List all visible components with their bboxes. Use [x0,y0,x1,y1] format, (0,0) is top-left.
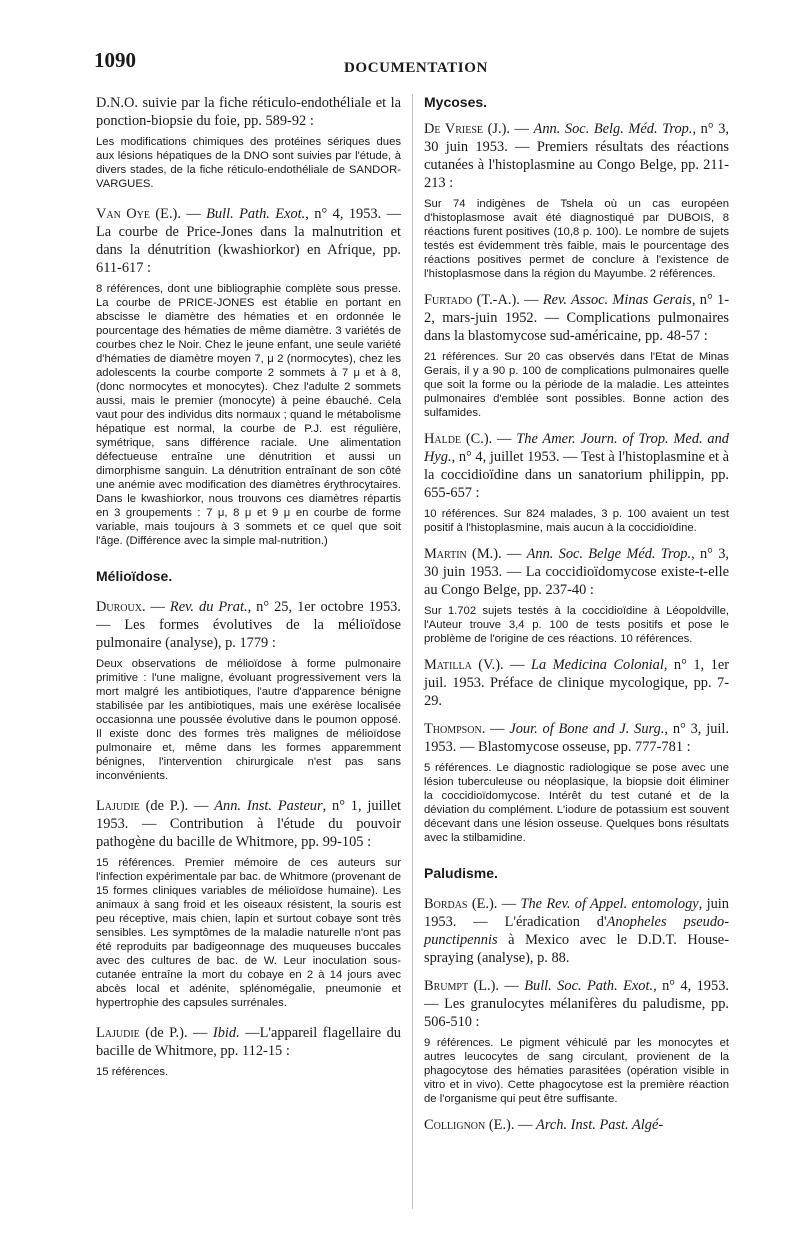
bibliography-entry [424,291,729,420]
bibliography-entry [424,977,729,1106]
entry-journal: The Amer. Journ. of Trop. Med. and Hyg. [424,431,730,465]
entry-author-initials: (E.). — [485,1117,537,1133]
entry-summary: Deux observations de mélioïdose à forme pulmonaire primitive : l'une maligne, évoluant progressivement vers la mort malgré les antibiotiques, l'autre d'apparence bénigne stabilisée par les antibiotiques, mais une exérèse localisée occasionna une poussée évolutive dans le poumon opposé. Il existe donc des formes très malignes de mélioïdose pulmonaire et, même dans les formes apparemment bénignes, l'intervention chirurgicale n'est pas sans inconvénients. [96,658,401,782]
entry-author-initials: (E.). — [467,896,521,912]
entry-citation [424,895,729,967]
entry-citation [424,545,729,599]
bibliography-entry [424,895,729,967]
entry-author-initials: (T.-A.). — [472,292,543,308]
entry-details: , n° 4, juillet 1953. — Test à l'histoplasmine et à la coccidioïdine dans un sanatorium philippin, pp. 655-657 : [424,449,729,501]
bibliography-entry [424,120,729,281]
entry-details: , n° 1-2, mars-juin 1952. — Complications pulmonaires dans la blastomycose sud-américaine, pp. 48-57 : [424,292,730,344]
entry-journal: Arch. Inst. Past. Algé- [536,1117,664,1133]
page-header [94,48,710,78]
entry-details: , n° 3, 30 juin 1953. — Premiers résultats des réactions cutanées à l'histoplasmine au Congo Belge, pp. 211-213 : [424,121,729,191]
entry-details: , juin 1953. — L'éradication d' [424,896,729,930]
entry-author: De Vriese [424,121,483,137]
bibliography-entry [96,205,401,548]
entry-author: Halde [424,431,462,447]
entry-citation [424,1116,729,1134]
entry-details: , n° 4, 1953. — La courbe de Price-Jones dans la malnutrition et dans la dénutrition (kwashiorkor) en Afrique, pp. 611-617 : [96,206,401,276]
entry-details: , n° 25, 1er octobre 1953. — Les formes évolutives de la mélioïdose pulmonaire (analyse), p. 1779 : [96,599,401,651]
entry-citation [424,291,729,345]
entry-summary: 8 références, dont une bibliographie complète sous presse. La courbe de PRICE-JONES est établie en portant en abscisse le diamètre des hématies et en ordonnée le pourcentage des hématies de même diamètre. 3 variétés de courbes chez le Noir. Chez le jeune enfant, une seule variété d'hématies de diamètre moyen 7, μ 2 (normocytes), chez les adolescents la courbe comporte 2 sommets à 7 μ et à 8, (donc normocytes et monocytes). Chez l'adulte 2 sommets aussi, mais le premier (monocyte) à peine ébauché. Cela vaut pour des individus dits normaux ; quand le métabolisme hépatique est normal, la courbe de P.J. est régulière, symétrique, sans différence raciale. Une alimentation défectueuse entraîne une dénutrition et aussi un dimorphisme sanguin. La dénutrition entraînant de son côté une anémie avec modification des diamètres érythrocytaires. Dans le kwashiorkor, nous trouvons ces diamètres répartis en 3 groupements : 7 μ, 8 μ et 9 μ en courbe de forme variable, mais toujours à 3 sommets et ce quel que soit l'âge. (Différence avec la simple mal-nutrition.) [96,283,401,547]
entry-summary: 5 références. Le diagnostic radiologique se pose avec une lésion tuberculeuse ou néoplasique, la biopsie doit éliminer la coccidioïdomycose. Intérêt du test cutané et de la déviation du complément. L'iodure de potassium est souvent décevant dans une lésion osseuse. Quelques bons résultats avec la stilbamidine. [424,762,729,844]
entry-author-initials: (de P.). — [139,1025,213,1041]
entry-details: , n° 1, juillet 1953. — Contribution à l'étude du pouvoir pathogène du bacille de Whitmore, pp. 99-105 : [96,798,401,850]
running-title: DOCUMENTATION [344,60,488,76]
entry-author-initials: (M.). — [466,546,527,562]
bibliography-entry [424,545,729,646]
entry-citation: Van Oye (E.). — Bull. Path. Exot., n° 4, 1953. — La courbe de Price-Jones dans la malnutrition et dans la dénutrition (kwashiorkor) en Afrique, pp. 611-617 : [96,206,401,276]
column-separator [412,94,413,1209]
entry-summary: 10 références. Sur 824 malades, 3 p. 100 avaient un test positif à l'histoplasmine, mais aucun à la coccidioïdine. [424,508,729,534]
entry-summary: 15 références. [96,1066,169,1078]
left-column [96,94,401,1093]
entry-summary: Sur 74 indigènes de Tshela où un cas européen d'histoplasmose avait été diagnostiqué par DUBOIS, 8 réactions furent positives (10,8 p. 100). Le nombre de sujets testés est évidemment très faible, mais le pourcentage des réactions positives permet de conclure à l'existence de l'histoplasmose dans la région du Mayumbe. 2 références. [424,198,729,280]
entry-journal: Ann. Inst. Pasteur [214,798,323,814]
entry-summary: 15 références. Premier mémoire de ces auteurs sur l'infection expérimentale par bac. de Whitmore (provenant de 15 formes cliniques variables de mélioïdose humaine). Les animaux à sang froid et les oiseaux résistent, la souris est peu réceptive, mais chien, lapin et surtout cobaye sont très sensibles. Les symptômes de la maladie naturelle n'ont pas été reproduits par badigeonnage des muqueuses buccales avec des cultures de bac. de W. Leur inoculation sous-cutanée entraîne la mort du cobaye en 2 à 14 jours avec abcès local et adénite, splénomégalie, pneumonie et hypertrophie des capsules surrénales. [96,857,401,1009]
entry-author: Duroux. [96,599,146,615]
entry-citation [424,430,729,502]
bibliography-entry [424,1116,729,1134]
bibliography-entry [96,94,401,191]
section-heading: Paludisme. [424,865,498,881]
entry-author: Matilla [424,657,472,673]
entry-journal: Rev. du Prat. [169,599,248,615]
section-heading: Mélioïdose. [96,568,173,584]
entry-author: Lajudie [96,1025,140,1041]
entry-citation: D.N.O. suivie par la fiche réticulo-endothéliale et la ponction-biopsie du foie, pp. 589-92 : [96,95,401,129]
entry-journal: Rev. Assoc. Minas Gerais [542,292,692,308]
entry-author-initials: (J.). — [483,121,534,137]
entry-summary: 9 références. Le pigment véhiculé par les monocytes et autres leucocytes de sang circulant, provienent de la phagocytose des hématies parasitées (opération visible in vitro et in vivo). Cette phagocytose est la première réaction de l'organisme qui peut être suffisante. [424,1037,729,1105]
bibliography-entry [96,598,401,783]
entry-author: Furtado [424,292,473,308]
bibliography-entry [96,797,401,1010]
entry-author-initials: (L.). — [468,978,525,994]
bibliography-entry [424,656,729,710]
entry-journal: Ibid. [212,1025,240,1041]
entry-journal: Ann. Soc. Belg. Méd. Trop. [533,121,693,137]
entry-author: Van Oye (E.). [96,206,181,222]
entry-author: Lajudie [96,798,140,814]
entry-author: Martin [424,546,467,562]
entry-details: , n° 3, juil. 1953. — Blastomycose osseuse, pp. 777-781 : [424,721,730,755]
entry-author: Collignon [424,1117,486,1133]
entry-citation [96,1024,401,1060]
entry-author: Thompson. [424,721,486,737]
entry-citation [96,797,401,851]
bibliography-entry [424,720,729,845]
entry-author-initials: (de P.). — [139,798,215,814]
entry-citation [424,120,729,192]
entry-journal: Bull. Soc. Path. Exot. [524,978,654,994]
entry-summary: 21 références. Sur 20 cas observés dans l'Etat de Minas Gerais, il y a 90 p. 100 de complications pulmonaires quelle que soit la forme ou la période de la maladie. Les atteintes pulmonaires d'emblée sont possibles. Bonne action des sulfamides. [424,351,729,419]
entry-details: , n° 4, 1953. — Les granulocytes mélanifères du paludisme, pp. 506-510 : [424,978,729,1030]
entry-details: , n° 3, 30 juin 1953. — La coccidioïdomycose existe-t-elle au Congo Belge, pp. 237-40 : [424,546,729,598]
entry-author: Brumpt [424,978,469,994]
entry-journal: The Rev. of Appel. entomology [520,896,699,912]
page-number: 1090 [94,48,136,72]
entry-journal: Bull. Path. Exot. [206,206,306,222]
entry-citation [424,977,729,1031]
right-column [424,94,729,1144]
section-heading: Mycoses. [424,94,488,110]
entry-journal: Jour. of Bone and J. Surg. [509,721,665,737]
entry-details: —L'appareil flagellaire du bacille de Whitmore, pp. 112-15 : [96,1025,401,1059]
bibliography-entry [96,1024,401,1079]
entry-author: Bordas [424,896,468,912]
entry-summary: Les modifications chimiques des protéines sériques dues aux lésions hépatiques de la DNO sont suivies par l'étude, à divers stades, de la fiche réticulo-endothéliale de SANDOR-VARGUES. [96,136,401,190]
entry-details: , n° 1, 1er juil. 1953. Préface de clinique mycologique, pp. 7-29. [424,657,730,709]
entry-journal: La Medicina Colonial [530,657,664,673]
entry-author-initials: (V.). — [471,657,531,673]
entry-species: Anopheles pseudo-punctipennis [424,914,730,948]
bibliography-entry [424,430,729,535]
entry-summary: Sur 1.702 sujets testés à la coccidioïdine à Léopoldville, l'Auteur trouve 3,4 p. 100 de tests positifs et pose le problème de l'origine de ces réactions. 10 références. [424,605,729,645]
entry-author-initials: — [485,721,510,737]
entry-citation [424,720,729,756]
entry-citation [424,656,729,710]
entry-details-end: à Mexico avec le D.D.T. House-spraying (analyse), p. 88. [424,932,729,966]
entry-author-initials: (C.). — [461,431,517,447]
entry-citation: Duroux. — Rev. du Prat., n° 25, 1er octobre 1953. — Les formes évolutives de la mélioïdose pulmonaire (analyse), p. 1779 : [96,599,401,651]
entry-journal: Ann. Soc. Belge Méd. Trop. [526,546,692,562]
